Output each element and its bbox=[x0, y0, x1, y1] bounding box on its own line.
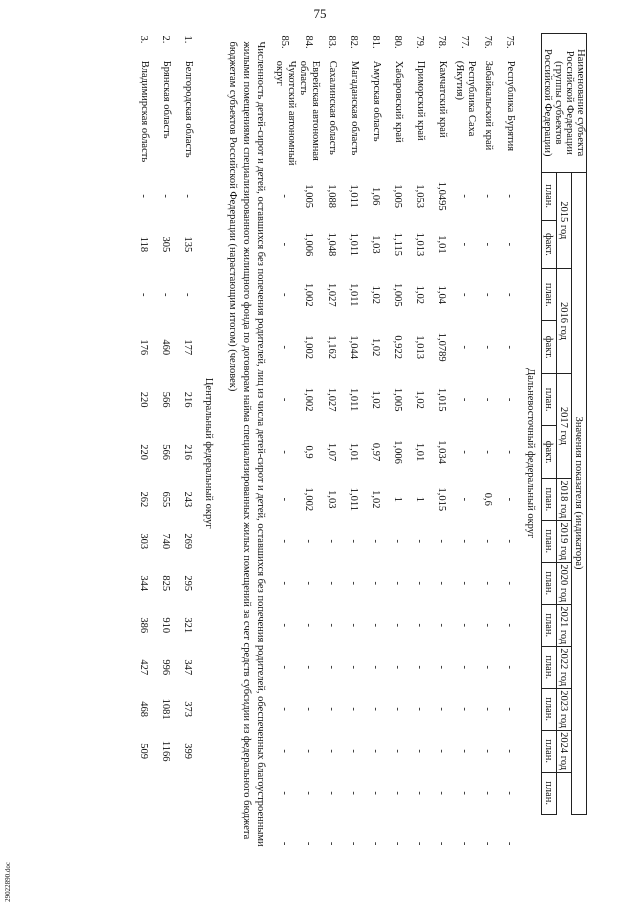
value-cell: - bbox=[326, 791, 338, 795]
value-cell: 1,03 bbox=[370, 235, 382, 254]
value-cell: - bbox=[370, 581, 382, 586]
value-cell: 1,06 bbox=[370, 186, 382, 206]
value-cell: - bbox=[279, 345, 291, 349]
value-cell: - bbox=[370, 539, 382, 544]
value-cell: - bbox=[459, 791, 471, 795]
value-cell: - bbox=[370, 665, 382, 669]
value-cell: - bbox=[459, 242, 471, 247]
value-cell: - bbox=[482, 791, 494, 795]
value-cell: 1,02 bbox=[370, 338, 382, 357]
value-cell: - bbox=[482, 345, 494, 349]
row-number: 76. bbox=[482, 35, 494, 49]
row-number: 85. bbox=[279, 35, 291, 49]
value-cell: - bbox=[279, 581, 291, 586]
value-cell: - bbox=[182, 293, 194, 297]
value-cell: 1,01 bbox=[348, 442, 360, 462]
value-cell: 1166 bbox=[160, 740, 172, 762]
fact-subheader: факт. bbox=[542, 220, 557, 268]
table-row bbox=[177, 34, 199, 874]
value-cell: - bbox=[414, 749, 426, 753]
value-cell: - bbox=[459, 194, 471, 198]
value-cell: - bbox=[459, 345, 471, 349]
region-name: Чукотский автономный округ bbox=[274, 60, 297, 166]
value-cell: 303 bbox=[138, 533, 150, 550]
value-cell: - bbox=[482, 293, 494, 297]
value-cell: 427 bbox=[138, 659, 150, 676]
value-cell: 344 bbox=[138, 575, 150, 592]
value-cell: - bbox=[504, 450, 516, 454]
value-cell: 216 bbox=[182, 391, 194, 408]
year-header: 2020 год bbox=[558, 564, 570, 603]
value-cell: - bbox=[482, 242, 494, 247]
row-number: 79. bbox=[414, 35, 426, 49]
value-cell: - bbox=[160, 194, 172, 198]
value-cell: 1,005 bbox=[392, 387, 404, 412]
value-cell: 1,162 bbox=[326, 335, 338, 360]
region-name: Камчатский край bbox=[437, 60, 448, 138]
plan-subheader: план. bbox=[542, 604, 557, 646]
value-cell: - bbox=[392, 841, 404, 846]
value-cell: 1,011 bbox=[348, 487, 360, 511]
value-cell: 295 bbox=[182, 575, 194, 592]
value-cell: - bbox=[370, 749, 382, 753]
value-cell: 305 bbox=[160, 236, 172, 253]
subject-header: Наименование субъекта Российской Федерации (группы субъектов Российской Федерации) bbox=[542, 34, 587, 173]
value-cell: - bbox=[414, 539, 426, 544]
value-cell: 135 bbox=[182, 236, 194, 253]
value-cell: - bbox=[459, 497, 471, 502]
value-cell: 1,005 bbox=[392, 282, 404, 307]
document-footer: 29022890.doc bbox=[4, 862, 12, 902]
value-cell: 1,011 bbox=[348, 283, 360, 307]
value-cell: 1,005 bbox=[303, 184, 315, 208]
value-cell: - bbox=[279, 293, 291, 297]
value-cell: - bbox=[303, 623, 315, 627]
value-cell: - bbox=[482, 749, 494, 753]
value-cell: 1 bbox=[392, 496, 404, 502]
value-cell: - bbox=[279, 194, 291, 198]
value-cell: - bbox=[348, 791, 360, 795]
value-cell: - bbox=[348, 707, 360, 711]
table-row bbox=[453, 34, 477, 874]
plan-subheader: план. bbox=[542, 772, 557, 814]
value-cell: 1,011 bbox=[348, 388, 360, 412]
value-cell: 1,053 bbox=[414, 184, 426, 208]
value-cell: - bbox=[392, 791, 404, 795]
value-cell: 269 bbox=[182, 533, 194, 550]
year-header: 2018 год bbox=[558, 480, 570, 519]
value-cell: 262 bbox=[138, 491, 150, 508]
table-row bbox=[499, 34, 521, 874]
value-cell: - bbox=[182, 194, 194, 198]
indicator-header: Значения показателя (индикатора) bbox=[572, 172, 587, 814]
value-cell: - bbox=[459, 539, 471, 544]
value-cell: 0,9 bbox=[303, 445, 315, 459]
value-cell: 1,03 bbox=[326, 490, 338, 509]
indicator-table bbox=[133, 33, 587, 873]
value-cell: 460 bbox=[160, 339, 172, 356]
value-cell: - bbox=[414, 707, 426, 711]
year-header: 2019 год bbox=[558, 522, 570, 561]
value-cell: 1 bbox=[414, 496, 426, 502]
value-cell: - bbox=[482, 707, 494, 711]
value-cell: 1,013 bbox=[414, 335, 426, 360]
value-cell: - bbox=[504, 581, 516, 586]
value-cell: - bbox=[504, 242, 516, 247]
region-name: Сахалинская область bbox=[327, 60, 338, 155]
value-cell: 1,002 bbox=[303, 387, 315, 412]
value-cell: 321 bbox=[182, 617, 194, 634]
region-name: Магаданская область bbox=[349, 60, 360, 156]
value-cell: 1,006 bbox=[392, 440, 404, 464]
value-cell: - bbox=[326, 623, 338, 627]
value-cell: 243 bbox=[182, 491, 194, 508]
value-cell: - bbox=[482, 623, 494, 627]
value-cell: - bbox=[279, 242, 291, 247]
value-cell: - bbox=[348, 539, 360, 544]
value-cell: 1,002 bbox=[303, 335, 315, 360]
value-cell: 1,015 bbox=[436, 387, 448, 412]
value-cell: - bbox=[414, 841, 426, 846]
value-cell: - bbox=[392, 539, 404, 544]
region-name: Белгородская область bbox=[183, 60, 194, 158]
value-cell: - bbox=[279, 397, 291, 402]
value-cell: 0,6 bbox=[482, 492, 494, 506]
value-cell: - bbox=[504, 497, 516, 502]
value-cell: 996 bbox=[160, 659, 172, 676]
plan-subheader: план. bbox=[542, 172, 557, 220]
year-header: 2023 год bbox=[558, 690, 570, 729]
value-cell: - bbox=[504, 293, 516, 297]
table-row bbox=[365, 34, 387, 874]
value-cell: - bbox=[459, 749, 471, 753]
value-cell: 1,02 bbox=[370, 390, 382, 409]
rotated-table-sheet bbox=[12, 33, 587, 873]
value-cell: 910 bbox=[160, 617, 172, 634]
value-cell: 740 bbox=[160, 533, 172, 550]
value-cell: - bbox=[279, 707, 291, 711]
value-cell: 220 bbox=[138, 391, 150, 408]
region-name: Республика Саха (Якутия) bbox=[454, 60, 477, 137]
value-cell: 1,027 bbox=[326, 282, 338, 307]
value-cell: - bbox=[504, 841, 516, 846]
value-cell: - bbox=[326, 665, 338, 669]
value-cell: 509 bbox=[138, 743, 150, 760]
value-cell: 1,02 bbox=[414, 285, 426, 304]
value-cell: - bbox=[504, 397, 516, 402]
value-cell: - bbox=[392, 581, 404, 586]
value-cell: 373 bbox=[182, 701, 194, 718]
value-cell: - bbox=[279, 841, 291, 846]
value-cell: - bbox=[279, 539, 291, 544]
row-number: 75. bbox=[504, 35, 516, 49]
value-cell: 1,027 bbox=[326, 387, 338, 412]
region-name: Республика Бурятия bbox=[505, 60, 516, 152]
value-cell: - bbox=[160, 293, 172, 297]
value-cell: - bbox=[459, 293, 471, 297]
value-cell: - bbox=[482, 841, 494, 846]
value-cell: - bbox=[138, 194, 150, 198]
value-cell: - bbox=[303, 841, 315, 846]
plan-subheader: план. bbox=[542, 688, 557, 730]
value-cell: - bbox=[348, 581, 360, 586]
year-header: 2022 год bbox=[558, 648, 570, 687]
value-cell: 399 bbox=[182, 743, 194, 760]
value-cell: - bbox=[482, 194, 494, 198]
row-number: 81. bbox=[370, 35, 382, 49]
value-cell: - bbox=[279, 791, 291, 795]
table-row bbox=[409, 34, 431, 874]
region-name: Забайкальский край bbox=[483, 60, 494, 151]
value-cell: - bbox=[504, 791, 516, 795]
value-cell: - bbox=[392, 749, 404, 753]
section-title: Центральный федеральный округ bbox=[203, 377, 215, 529]
value-cell: 1,0495 bbox=[436, 181, 448, 211]
region-name: Владимирская область bbox=[139, 60, 150, 163]
row-number: 82. bbox=[348, 35, 360, 49]
value-cell: - bbox=[348, 749, 360, 753]
section-title: Дальневосточный федеральный округ bbox=[525, 368, 537, 539]
value-cell: 220 bbox=[138, 444, 150, 460]
value-cell: - bbox=[392, 665, 404, 669]
plan-subheader: план. bbox=[542, 520, 557, 562]
page-number: 75 bbox=[313, 6, 327, 21]
row-number: 83. bbox=[326, 35, 338, 49]
plan-subheader: план. bbox=[542, 646, 557, 688]
value-cell: - bbox=[482, 665, 494, 669]
value-cell: - bbox=[436, 623, 448, 627]
row-number: 2. bbox=[160, 35, 172, 44]
value-cell: 1,02 bbox=[370, 490, 382, 509]
year-header: 2017 год bbox=[557, 373, 572, 478]
value-cell: 0,97 bbox=[370, 442, 382, 462]
value-cell: - bbox=[348, 623, 360, 627]
region-name: Хабаровский край bbox=[393, 60, 404, 143]
value-cell: - bbox=[504, 345, 516, 349]
value-cell: - bbox=[303, 665, 315, 669]
row-number: 1. bbox=[182, 35, 194, 44]
value-cell: 1,01 bbox=[414, 442, 426, 462]
value-cell: - bbox=[459, 623, 471, 627]
value-cell: 1,011 bbox=[348, 232, 360, 257]
value-cell: 1,02 bbox=[370, 285, 382, 304]
value-cell: - bbox=[504, 665, 516, 669]
value-cell: - bbox=[482, 539, 494, 544]
row-number: 80. bbox=[392, 35, 404, 49]
value-cell: - bbox=[303, 539, 315, 544]
value-cell: 1,013 bbox=[414, 232, 426, 257]
value-cell: - bbox=[504, 623, 516, 627]
value-cell: - bbox=[392, 623, 404, 627]
row-number: 84. bbox=[303, 35, 315, 49]
fact-subheader: факт. bbox=[542, 321, 557, 373]
value-cell: 118 bbox=[138, 236, 150, 253]
year-header: 2016 год bbox=[557, 269, 572, 374]
value-cell: 1,0789 bbox=[436, 332, 448, 362]
value-cell: - bbox=[303, 581, 315, 586]
value-cell: 216 bbox=[182, 444, 194, 460]
value-cell: - bbox=[326, 581, 338, 586]
value-cell: - bbox=[370, 841, 382, 846]
value-cell: - bbox=[436, 581, 448, 586]
value-cell: 177 bbox=[182, 339, 194, 356]
value-cell: - bbox=[303, 707, 315, 711]
value-cell: 1,088 bbox=[326, 184, 338, 208]
value-cell: 1,044 bbox=[348, 335, 360, 360]
region-name: Брянская область bbox=[161, 60, 172, 139]
row-number: 78. bbox=[436, 35, 448, 49]
value-cell: - bbox=[392, 707, 404, 711]
value-cell: 1,07 bbox=[326, 442, 338, 462]
table-row bbox=[155, 34, 177, 874]
value-cell: 1,005 bbox=[392, 184, 404, 208]
value-cell: - bbox=[459, 581, 471, 586]
region-name: Приморский край bbox=[415, 60, 426, 141]
value-cell: - bbox=[414, 791, 426, 795]
value-cell: 1,115 bbox=[392, 232, 404, 257]
year-header: 2024 год bbox=[558, 732, 570, 771]
value-cell: - bbox=[482, 450, 494, 454]
value-cell: - bbox=[459, 841, 471, 846]
value-cell: - bbox=[279, 665, 291, 669]
value-cell: 825 bbox=[160, 575, 172, 592]
region-name: Амурская область bbox=[371, 60, 382, 142]
value-cell: 1,04 bbox=[436, 285, 448, 304]
value-cell: - bbox=[482, 397, 494, 402]
value-cell: - bbox=[436, 707, 448, 711]
value-cell: 566 bbox=[160, 444, 172, 460]
table-row bbox=[273, 34, 297, 874]
value-cell: - bbox=[436, 791, 448, 795]
table-row bbox=[477, 34, 499, 874]
value-cell: 1,002 bbox=[303, 282, 315, 307]
value-cell: - bbox=[370, 791, 382, 795]
row-number: 77. bbox=[459, 35, 471, 49]
value-cell: - bbox=[504, 539, 516, 544]
value-cell: - bbox=[459, 397, 471, 402]
value-cell: - bbox=[370, 707, 382, 711]
value-cell: - bbox=[504, 194, 516, 198]
year-header: 2021 год bbox=[558, 606, 570, 645]
value-cell: - bbox=[504, 707, 516, 711]
value-cell: - bbox=[370, 623, 382, 627]
value-cell: 1,01 bbox=[436, 235, 448, 254]
value-cell: - bbox=[279, 749, 291, 753]
value-cell: - bbox=[303, 749, 315, 753]
value-cell: - bbox=[436, 749, 448, 753]
value-cell: 1,015 bbox=[436, 487, 448, 512]
fact-subheader: факт. bbox=[542, 426, 557, 478]
value-cell: 1,002 bbox=[303, 487, 315, 512]
value-cell: 1,034 bbox=[436, 440, 448, 464]
table-row bbox=[387, 34, 409, 874]
value-cell: - bbox=[326, 539, 338, 544]
value-cell: - bbox=[303, 791, 315, 795]
value-cell: - bbox=[414, 623, 426, 627]
value-cell: - bbox=[348, 665, 360, 669]
value-cell: - bbox=[414, 665, 426, 669]
plan-subheader: план. bbox=[542, 562, 557, 604]
value-cell: - bbox=[414, 581, 426, 586]
table-row bbox=[297, 34, 321, 874]
value-cell: - bbox=[482, 581, 494, 586]
value-cell: - bbox=[326, 749, 338, 753]
value-cell: - bbox=[279, 623, 291, 627]
value-cell: 566 bbox=[160, 391, 172, 408]
value-cell: 1,006 bbox=[303, 232, 315, 257]
value-cell: - bbox=[436, 539, 448, 544]
table-row bbox=[343, 34, 365, 874]
table-row bbox=[321, 34, 343, 874]
value-cell: - bbox=[326, 707, 338, 711]
value-cell: - bbox=[326, 841, 338, 846]
value-cell: 655 bbox=[160, 491, 172, 508]
row-number: 3. bbox=[138, 35, 150, 44]
year-header: 2015 год bbox=[557, 172, 572, 269]
value-cell: 1,048 bbox=[326, 232, 338, 257]
plan-subheader: план. bbox=[542, 269, 557, 321]
value-cell: 176 bbox=[138, 339, 150, 356]
value-cell: 347 bbox=[182, 659, 194, 676]
table-row bbox=[431, 34, 453, 874]
value-cell: 468 bbox=[138, 701, 150, 718]
value-cell: - bbox=[459, 450, 471, 454]
plan-subheader: план. bbox=[542, 478, 557, 520]
value-cell: - bbox=[348, 841, 360, 846]
value-cell: - bbox=[436, 841, 448, 846]
value-cell: - bbox=[459, 665, 471, 669]
indicator-description: Численность детей-сирот и детей, оставшихся без попечения родителей, лиц из числа детей-сирот и детей, оставшихся без попечения родителей, обеспеченных благоустроенными жилыми помещениями специализированного жилищного фонда по договорам найма специализированных жилых помещений за счет средств субсидии из федерального бюджета бюджетам субъектов Российской Федерации (нарастающим итогом) (человек) bbox=[227, 41, 266, 847]
value-cell: 386 bbox=[138, 617, 150, 634]
value-cell: 1081 bbox=[160, 698, 172, 720]
value-cell: - bbox=[436, 665, 448, 669]
plan-subheader: план. bbox=[542, 730, 557, 772]
value-cell: - bbox=[279, 497, 291, 502]
plan-subheader: план. bbox=[542, 373, 557, 425]
table-row bbox=[133, 34, 155, 874]
value-cell: - bbox=[459, 707, 471, 711]
value-cell: 1,02 bbox=[414, 390, 426, 409]
value-cell: - bbox=[138, 293, 150, 297]
value-cell: - bbox=[279, 450, 291, 454]
value-cell: 0,922 bbox=[392, 335, 404, 360]
value-cell: 1,011 bbox=[348, 184, 360, 208]
value-cell: - bbox=[504, 749, 516, 753]
region-name: Еврейская автономная область bbox=[298, 60, 321, 161]
